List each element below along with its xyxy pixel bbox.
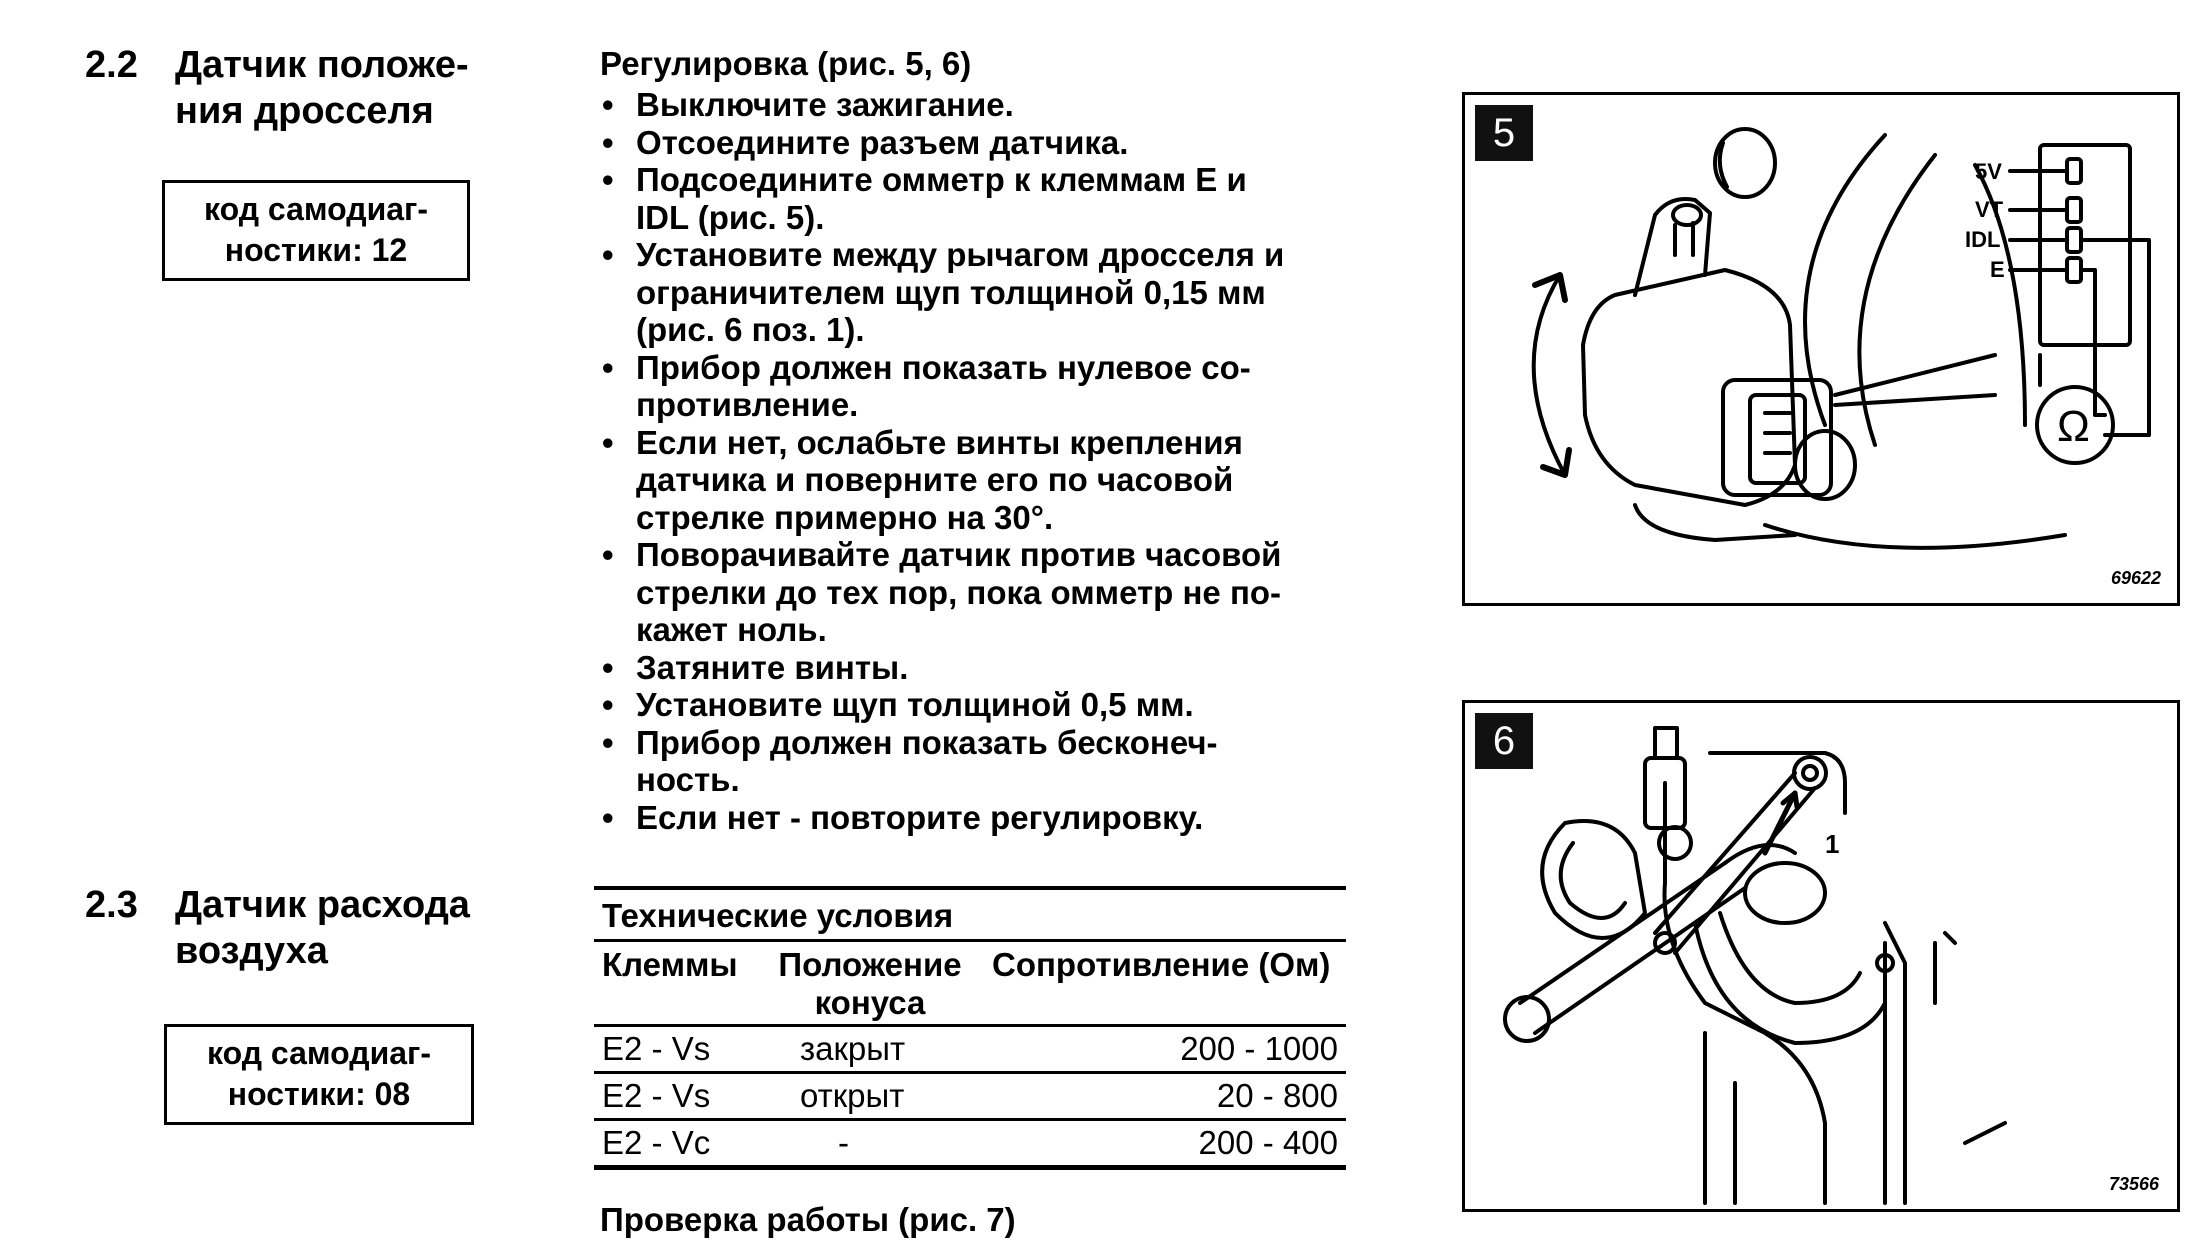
figure-6-code: 73566 — [2108, 1174, 2159, 1194]
section-22-number: 2.2 — [85, 44, 138, 86]
table-row — [594, 1027, 1346, 1074]
diagnostic-code-box-08 — [164, 1024, 474, 1125]
figure-6-drawing — [1465, 703, 2177, 1209]
adjustment-steps-list — [600, 86, 1340, 836]
section-23-title — [175, 882, 515, 974]
col-resistance: Сопротивление (Ом) — [992, 946, 1331, 983]
cell-position: - — [838, 1124, 849, 1161]
col-position — [760, 946, 980, 1022]
figure-6-callout: 1 — [1825, 829, 1840, 859]
spec-table — [594, 886, 1346, 1170]
col-position-line1: Положение — [778, 946, 962, 983]
section-23-title-line1: Датчик расхода — [175, 884, 470, 926]
table-row — [594, 1121, 1346, 1170]
col-position-line2: конуса — [814, 984, 926, 1021]
adjustment-step: • Поворачивайте датчик против часовой стрелки до тех пор, пока омметр не по- кажет ноль. — [600, 536, 1340, 649]
diagnostic-code-line1: код самодиаг- — [203, 191, 429, 227]
cell-terminals: E2 - Vs — [602, 1077, 711, 1114]
figure-5-throttle-sensor — [1462, 92, 2180, 606]
table-row — [594, 1074, 1346, 1121]
adjustment-step: • Установите между рычагом дросселя и ограничителем щуп толщиной 0,15 мм (рис. 6 поз. 1). — [600, 236, 1340, 349]
pin-label-e: E — [1990, 257, 2005, 282]
figure-5-code: 69622 — [2110, 568, 2161, 588]
col-terminals: Клеммы — [602, 946, 738, 983]
diagnostic-code-line2: ностики: 08 — [227, 1076, 411, 1112]
spec-table-header — [594, 942, 1346, 1027]
diagnostic-code-line1: код самодиаг- — [206, 1035, 432, 1071]
cell-position: открыт — [800, 1077, 905, 1114]
figure-5-drawing — [1465, 95, 2177, 603]
adjustment-step: • Затяните винты. — [600, 649, 1340, 687]
cell-resistance: 200 - 400 — [1198, 1124, 1338, 1161]
adjustment-step: • Отсоедините разъем датчика. — [600, 124, 1340, 162]
adjustment-step: • Прибор должен показать нулевое со- противление. — [600, 349, 1340, 424]
pin-label-vt: VT — [1975, 197, 2004, 222]
diagnostic-code-box-12 — [162, 180, 470, 281]
section-23-number: 2.3 — [85, 884, 138, 926]
spec-table-title: Технические условия — [594, 886, 1346, 942]
cell-resistance: 20 - 800 — [1216, 1077, 1338, 1114]
section-22-title — [175, 42, 515, 134]
section-23-title-line2: воздуха — [175, 930, 328, 972]
adjustment-step: • Выключите зажигание. — [600, 86, 1340, 124]
ohmmeter-symbol: Ω — [2057, 402, 2090, 451]
cell-resistance: 200 - 1000 — [1180, 1030, 1338, 1067]
adjustment-step: • Если нет, ослабьте винты крепления датчика и поверните его по часовой стрелке примерно на 30°. — [600, 424, 1340, 537]
adjustment-step: • Прибор должен показать бесконеч- ность. — [600, 724, 1340, 799]
check-heading: Проверка работы (рис. 7) — [600, 1201, 1016, 1238]
adjustment-heading: Регулировка (рис. 5, 6) — [600, 45, 972, 82]
diagnostic-code-line2: ностики: 12 — [224, 232, 408, 268]
section-22-title-line2: ния дросселя — [175, 90, 434, 132]
cell-terminals: E2 - Vs — [602, 1030, 711, 1067]
pin-label-5v: 5V — [1975, 159, 2002, 184]
section-22-title-line1: Датчик положе- — [175, 44, 469, 86]
pin-label-idl: IDL — [1965, 227, 2001, 252]
figure-6-throttle-lever — [1462, 700, 2180, 1212]
cell-position: закрыт — [800, 1030, 906, 1067]
adjustment-step: • Если нет - повторите регулировку. — [600, 799, 1340, 837]
cell-terminals: E2 - Vc — [602, 1124, 711, 1161]
adjustment-step: • Установите щуп толщиной 0,5 мм. — [600, 686, 1340, 724]
adjustment-step: • Подсоедините омметр к клеммам Е и IDL (рис. 5). — [600, 161, 1340, 236]
figure-6-number: 6 — [1475, 713, 1533, 769]
figure-5-number: 5 — [1475, 105, 1533, 161]
